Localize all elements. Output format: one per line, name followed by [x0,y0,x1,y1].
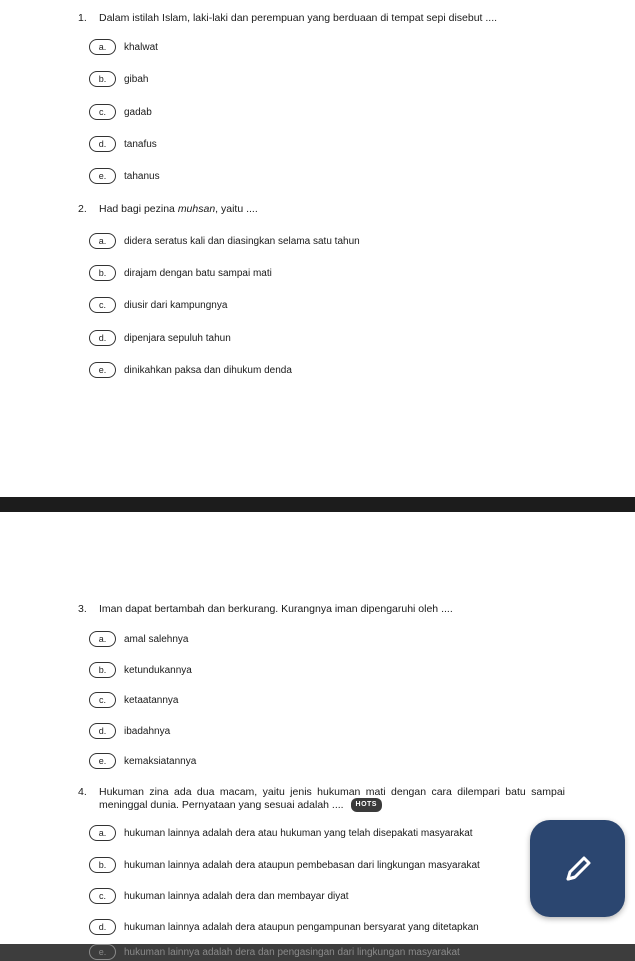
option-text: hukuman lainnya adalah dera dan membayar diyat [124,890,349,902]
option-letter-badge: d. [89,723,116,739]
option-letter-badge: a. [89,233,116,249]
question-3-option-b[interactable] [89,660,192,680]
question-2-option-a[interactable] [89,231,360,251]
option-letter-badge: e. [89,753,116,769]
edit-button[interactable] [530,820,625,917]
option-letter-badge: d. [89,136,116,152]
question-4-option-d[interactable] [89,917,479,937]
option-letter-badge: e. [89,944,116,960]
option-letter-badge: a. [89,825,116,841]
option-letter-badge: b. [89,71,116,87]
option-text: dipenjara sepuluh tahun [124,332,231,344]
question-1-text: 1. Dalam istilah Islam, laki-laki dan perempuan yang berduaan di tempat sepi disebut .... [78,12,498,24]
question-2-option-d[interactable] [89,328,231,348]
option-text: ketaatannya [124,694,179,706]
bottom-overlay-strip [0,944,635,961]
option-letter-badge: a. [89,39,116,55]
option-letter-badge: c. [89,297,116,313]
question-2-text: 2. Had bagi pezina muhsan, yaitu .... [78,203,258,215]
option-text: hukuman lainnya adalah dera atau hukuman yang telah disepakati masyarakat [124,827,473,839]
option-letter-badge: b. [89,662,116,678]
question-1-option-d[interactable] [89,134,157,154]
option-text: hukuman lainnya adalah dera ataupun pembebasan dari lingkungan masyarakat [124,859,480,871]
question-3-option-e[interactable] [89,751,196,771]
option-letter-badge: d. [89,330,116,346]
option-text: kemaksiatannya [124,755,197,767]
option-letter-badge: c. [89,104,116,120]
question-1-option-e[interactable] [89,166,160,186]
pencil-icon [560,851,596,887]
question-2-option-c[interactable] [89,295,227,315]
question-3-option-d[interactable] [89,721,170,741]
page-divider [0,497,635,512]
option-text: tahanus [124,170,160,182]
option-text: khalwat [124,41,158,53]
question-4-option-a[interactable] [89,823,473,843]
option-letter-badge: c. [89,692,116,708]
question-4-text: 4. Hukuman zina ada dua macam, yaitu jenis hukuman mati dengan cara dilempari batu sampai meninggal dunia. Pernyataan yang sesuai adalah .... HOTS [78,786,565,811]
option-text: diusir dari kampungnya [124,299,228,311]
question-4-option-c[interactable] [89,886,349,906]
option-letter-badge: e. [89,362,116,378]
option-text: hukuman lainnya adalah dera dan pengasingan dari lingkungan masyarakat [124,946,460,958]
question-4-option-e[interactable] [89,944,460,961]
option-letter-badge: d. [89,919,116,935]
question-1-option-a[interactable] [89,37,158,57]
question-2-option-b[interactable] [89,263,272,283]
option-text: dirajam dengan batu sampai mati [124,267,272,279]
option-text: tanafus [124,138,157,150]
option-letter-badge: e. [89,168,116,184]
option-text: gadab [124,106,152,118]
question-4-option-b[interactable] [89,855,480,875]
option-text: ibadahnya [124,725,171,737]
hots-badge: HOTS [351,798,382,812]
question-2-option-e[interactable] [89,360,292,380]
option-text: ketundukannya [124,664,192,676]
option-text: didera seratus kali dan diasingkan selama satu tahun [124,235,360,247]
question-3-text: 3. Iman dapat bertambah dan berkurang. Kurangnya iman dipengaruhi oleh .... [78,603,453,615]
option-text: amal salehnya [124,633,189,645]
option-letter-badge: a. [89,631,116,647]
option-letter-badge: b. [89,857,116,873]
question-3-option-c[interactable] [89,690,179,710]
question-3-option-a[interactable] [89,629,188,649]
option-text: dinikahkan paksa dan dihukum denda [124,364,292,376]
question-1-option-b[interactable] [89,69,148,89]
option-text: hukuman lainnya adalah dera ataupun pengampunan bersyarat yang ditetapkan [124,921,479,933]
option-text: gibah [124,73,149,85]
question-1-option-c[interactable] [89,102,152,122]
option-letter-badge: c. [89,888,116,904]
option-letter-badge: b. [89,265,116,281]
